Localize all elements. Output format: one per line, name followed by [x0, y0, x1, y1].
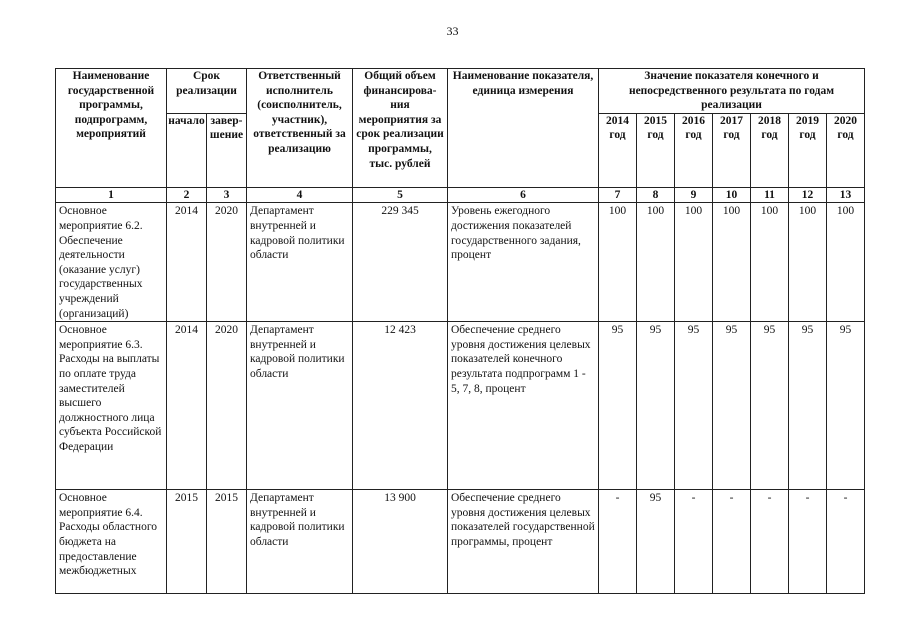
column-number: 11 — [751, 187, 789, 203]
header-year-2020: 2020 год — [827, 113, 865, 187]
start-year: 2015 — [167, 490, 207, 594]
column-number: 10 — [713, 187, 751, 203]
value-2017: 100 — [713, 203, 751, 322]
column-number: 8 — [637, 187, 675, 203]
header-end: завер-шение — [207, 113, 247, 187]
header-year-2019: 2019 год — [789, 113, 827, 187]
value-2017: 95 — [713, 322, 751, 490]
header-year-2014: 2014 год — [599, 113, 637, 187]
column-number: 3 — [207, 187, 247, 203]
column-number: 12 — [789, 187, 827, 203]
value-2020: 95 — [827, 322, 865, 490]
column-number: 7 — [599, 187, 637, 203]
header-program-name: Наименование государственной программы, подпрограмм, мероприятий — [56, 69, 167, 188]
funding: 13 900 — [353, 490, 448, 594]
header-funding: Общий объем финансирова-ния мероприятия за срок реализации программы, тыс. рублей — [353, 69, 448, 188]
page-number: 33 — [446, 24, 459, 38]
column-number: 6 — [448, 187, 599, 203]
column-number: 1 — [56, 187, 167, 203]
executor: Департамент внутренней и кадровой политики области — [247, 490, 353, 594]
value-2018: 100 — [751, 203, 789, 322]
table-row — [56, 322, 865, 490]
header-year-2018: 2018 год — [751, 113, 789, 187]
value-2015: 100 — [637, 203, 675, 322]
value-2016: 100 — [675, 203, 713, 322]
indicator: Обеспечение среднего уровня достижения целевых показателей государственной программы, процент — [448, 490, 599, 594]
start-year: 2014 — [167, 322, 207, 490]
value-2014: 100 — [599, 203, 637, 322]
value-2020: - — [827, 490, 865, 594]
value-2016: - — [675, 490, 713, 594]
header-year-2016: 2016 год — [675, 113, 713, 187]
table-row — [56, 203, 865, 322]
measure-name: Основное мероприятие 6.4. Расходы областного бюджета на предоставление межбюджетных — [56, 490, 167, 594]
header-year-2017: 2017 год — [713, 113, 751, 187]
value-2019: 100 — [789, 203, 827, 322]
table-row — [56, 490, 865, 594]
header-years-title: Значение показателя конечного и непосредственного результата по годам реализации — [599, 69, 865, 114]
header-period: Срок реализации — [167, 69, 247, 114]
executor: Департамент внутренней и кадровой политики области — [247, 203, 353, 322]
funding: 12 423 — [353, 322, 448, 490]
indicators-table — [55, 68, 865, 594]
value-2018: 95 — [751, 322, 789, 490]
column-number: 13 — [827, 187, 865, 203]
indicator: Уровень ежегодного достижения показателей государственного задания, процент — [448, 203, 599, 322]
executor: Департамент внутренней и кадровой политики области — [247, 322, 353, 490]
end-year: 2015 — [207, 490, 247, 594]
header-start: начало — [167, 113, 207, 187]
indicator: Обеспечение среднего уровня достижения целевых показателей конечного результата подпрограмм 1 - 5, 7, 8, процент — [448, 322, 599, 490]
value-2018: - — [751, 490, 789, 594]
column-number: 2 — [167, 187, 207, 203]
header-indicator: Наименование показателя, единица измерения — [448, 69, 599, 188]
value-2020: 100 — [827, 203, 865, 322]
header-executor: Ответственный исполнитель (соисполнитель, участник), ответственный за реализацию — [247, 69, 353, 188]
column-number: 9 — [675, 187, 713, 203]
funding: 229 345 — [353, 203, 448, 322]
measure-name: Основное мероприятие 6.3. Расходы на выплаты по оплате труда заместителей высшего должностного лица субъекта Российской Федерации — [56, 322, 167, 490]
column-number: 5 — [353, 187, 448, 203]
value-2019: - — [789, 490, 827, 594]
end-year: 2020 — [207, 203, 247, 322]
start-year: 2014 — [167, 203, 207, 322]
value-2019: 95 — [789, 322, 827, 490]
end-year: 2020 — [207, 322, 247, 490]
value-2014: 95 — [599, 322, 637, 490]
measure-name: Основное мероприятие 6.2. Обеспечение деятельности (оказание услуг) государственных учреждений (организаций) — [56, 203, 167, 322]
value-2015: 95 — [637, 322, 675, 490]
value-2015: 95 — [637, 490, 675, 594]
column-number: 4 — [247, 187, 353, 203]
value-2016: 95 — [675, 322, 713, 490]
value-2014: - — [599, 490, 637, 594]
value-2017: - — [713, 490, 751, 594]
header-year-2015: 2015 год — [637, 113, 675, 187]
